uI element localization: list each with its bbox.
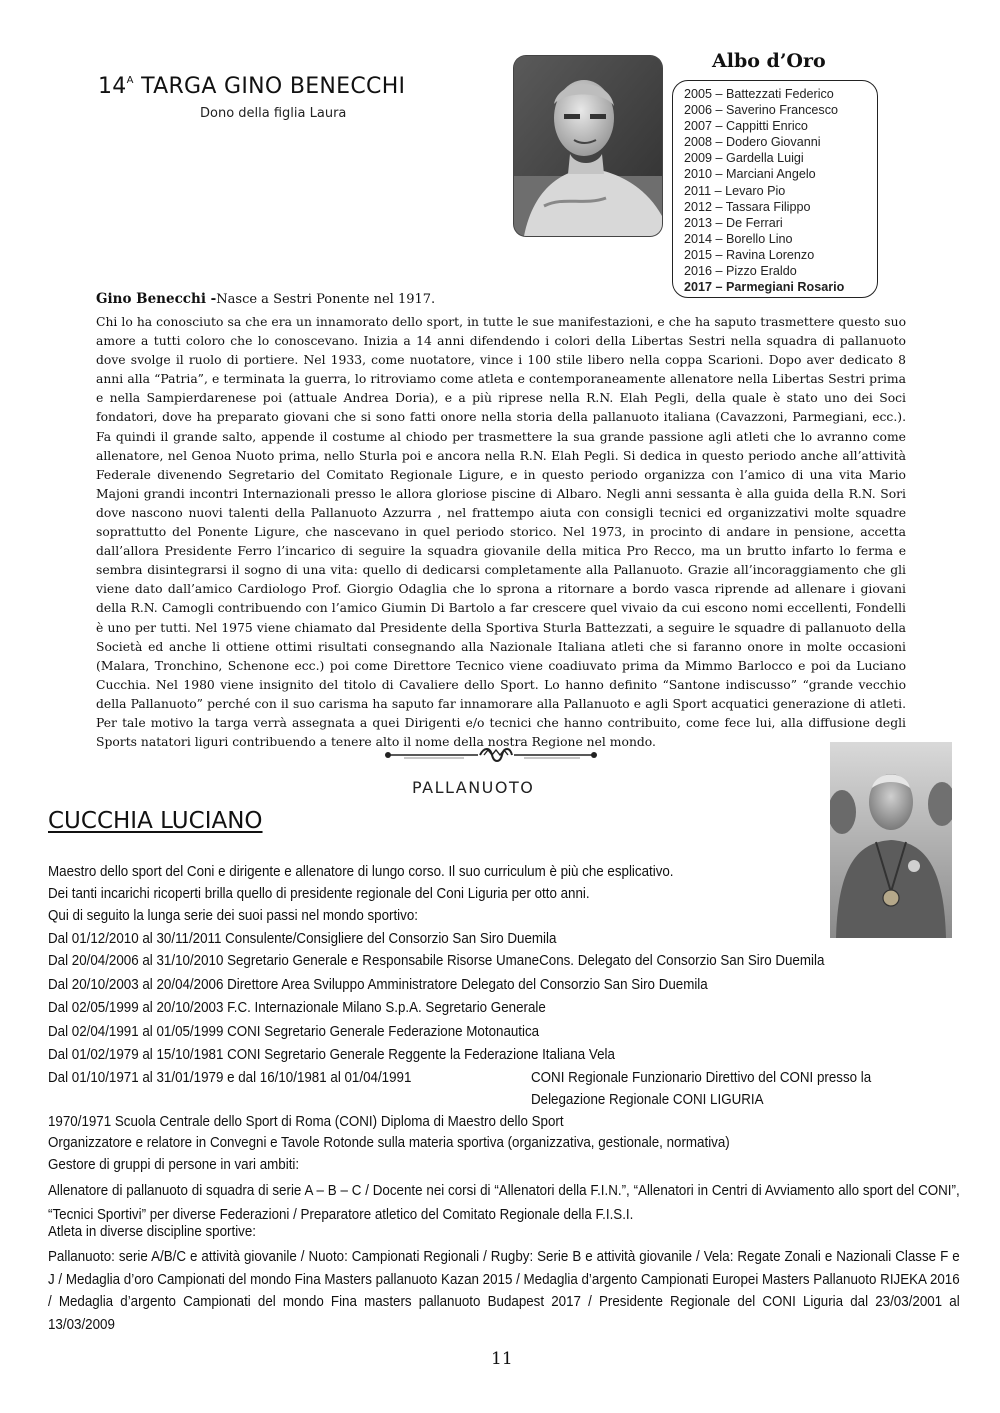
cv-line: Dal 02/04/1991 al 01/05/1999 CONI Segretario Generale Federazione Motonautica: [48, 1023, 540, 1040]
cv-line: Qui di seguito la lunga serie dei suoi passi nel mondo sportivo:: [48, 907, 418, 924]
portrait-photo-benecchi: [514, 56, 662, 236]
albo-entry: 2014 – Borello Lino: [684, 231, 793, 246]
article-lead-name: Gino Benecchi -: [96, 291, 217, 307]
article-body: Chi lo ha conosciuto sa che era un innamorato dello sport, in tutte le sue manifestazioni, e che ha saputo trasmettere questo suo amore a tutti coloro che lo conoscevano. Inizia a 14 anni difendendo i colori della Libertas Sestri nella squadra di pallanuoto dove svolge il ruolo di portiere. Nel 1933, come nuotatore, vince i 100 stile libero nella coppa Scarioni. Dopo aver dedicato 8 anni alla “Patria”, e terminata la guerra, lo ritroviamo come atleta e contemporaneamente allenatore nella Libertas Sestri prima e nella Sampierdarenese poi (attuale Andrea Doria), e a più riprese nella R.N. Elah Pegli, della quale è stato uno dei Soci fondatori, dove ha preparato giovani che si sono fatti onore nella storia della pallanuoto italiana (Cavazzoni, Parmegiani, ecc.). Fa quindi il grande salto, appende il costume al chiodo per trasmettere la sua grande passione agli atleti che lo avranno come allenatore, nel Genoa Nuoto prima, nello Sturla poi e ancora nella R.N. Elah Pegli. Si dedica in questo periodo anche all’attività Federale divenendo Segretario del Comitato Regionale Ligure, e in questo periodo organizza con l’amico di una vita Mario Majoni grandi incontri Internazionali presso le allora gloriose piscine di Albaro. Negli anni sessanta è alla guida della R.N. Sori dove nascono nuovi talenti della Pallanuoto Azzurra , nel frattempo aiuta con consigli tecnici ed organizzativi molte squadre soprattutto del Ponente Ligure, che nascevano in quel periodo storico. Nel 1973, in procinto di andare in pensione, accetta dall’allora Presidente Ferro l’incarico di seguire la squadra giovanile della mitica Pro Recco, ma un brutto infarto lo ferma e sembra disintegrarsi il sogno di una vita: quello di dedicarsi completamente alla Pallanuoto. Grazie all’incoraggiamento che gli viene dato dall’amico Cardiologo Prof. Giorgio Odaglia che lo sprona a ritornare a bordo vasca riprende ad allenare i giovani della R.N. Camogli contribuendo con l’amico Giumin Di Bartolo a far crescere quel vivaio da cui escono nomi eccellenti, Fondelli è uno per tutti. Nel 1975 viene chiamato dal Presidente della Sportiva Sturla Battezzati, a seguire le squadre di pallanuoto della Società ed anche li ottiene ottimi risultati consegnando alla Nazionale Italiana atleti che si faranno onore in molte occasioni (Malara, Tronchino, Schenone ecc.) poi come Direttore Tecnico viene coadiuvato prima da Mimmo Barlocco e poi da Luciano Cucchia. Nel 1980 viene insignito del titolo di Cavaliere dello Sport. Lo hanno definito “Santone indiscusso” “grande vecchio della Pallanuoto” perché con il suo carisma ha saputo far innamorare alla Pallanuoto e agli Sport acquatici generazione di atleti. Per tale motivo la targa verrà assegnata a quei Dirigenti e/o tecnici che hanno contribuito, come fece lui, alla diffusione degli Sports natatori liguri contribuendo a tenere alto il nome della nostra Regione nel mondo.: [96, 315, 906, 750]
page-number: 11: [491, 1349, 513, 1369]
albo-entry: 2010 – Marciani Angelo: [684, 167, 816, 182]
cv-line: 1970/1971 Scuola Centrale dello Sport di Roma (CONI) Diploma di Maestro dello Sport: [48, 1113, 564, 1130]
albo-entry: 2007 – Cappitti Enrico: [684, 119, 808, 134]
albo-doro-title: Albo d’Oro: [712, 50, 826, 72]
cv-line: Dal 20/04/2006 al 31/10/2010 Segretario Generale e Responsabile Risorse UmaneCons. Delegato del Consorzio San Siro Duemila: [48, 952, 825, 969]
albo-entry: 2009 – Gardella Luigi: [684, 151, 804, 166]
cv-line: Gestore di gruppi di persone in vari ambiti:: [48, 1156, 300, 1173]
cv-line-split-left: Dal 01/10/1971 al 31/01/1979 e dal 16/10/1981 al 01/04/1991: [48, 1069, 412, 1086]
article-lead-text: Nasce a Sestri Ponente nel 1917.: [216, 292, 436, 307]
title-text: TARGA GINO BENECCHI: [141, 74, 406, 99]
cv-line: Dei tanti incarichi ricoperti brilla quello di presidente regionale del Coni Liguria per otto anni.: [48, 885, 590, 902]
cv-line: Organizzatore e relatore in Convegni e Tavole Rotonde sulla materia sportiva (organizzativa, gestionale, normativa): [48, 1134, 730, 1151]
cv-line: Maestro dello sport del Coni e dirigente e allenatore di lungo corso. Il suo curriculum è più che esplicativo.: [48, 863, 674, 880]
page-subtitle: Dono della figlia Laura: [200, 106, 347, 121]
cv-line: Dal 20/10/2003 al 20/04/2006 Direttore Area Sviluppo Amministratore Delegato del Consorzio San Siro Duemila: [48, 976, 708, 993]
title-number: 14: [98, 74, 127, 99]
albo-entry: 2011 – Levaro Pio: [684, 183, 786, 198]
article-lead: [96, 291, 435, 307]
cv-line-split-right: Delegazione Regionale CONI LIGURIA: [531, 1091, 764, 1108]
albo-entry: 2012 – Tassara Filippo: [684, 199, 811, 214]
person-name-heading: CUCCHIA LUCIANO: [48, 808, 263, 834]
albo-entry: 2008 – Dodero Giovanni: [684, 135, 821, 150]
albo-doro-box: [672, 80, 878, 298]
cv-line: Atleta in diverse discipline sportive:: [48, 1223, 257, 1240]
albo-entry: 2016 – Pizzo Eraldo: [684, 264, 797, 279]
albo-entry: 2005 – Battezzati Federico: [684, 87, 834, 101]
cv-line: Dal 01/12/2010 al 30/11/2011 Consulente/Consigliere del Consorzio San Siro Duemila: [48, 930, 557, 947]
page-title: [98, 74, 405, 99]
albo-entry: 2013 – De Ferrari: [684, 215, 783, 230]
title-superscript: A: [126, 75, 134, 86]
cv-line-split-right: CONI Regionale Funzionario Direttivo del CONI presso la: [531, 1069, 872, 1086]
albo-entry-current: 2017 – Parmegiani Rosario: [684, 280, 845, 295]
cv-paragraph-athlete: Pallanuoto: serie A/B/C e attività giovanile / Nuoto: Campionati Regionali / Rugby: Serie B e attività giovanile / Vela: Regate Zonali e Nazionali Classe F e J / Medaglia d’oro Campionati del mondo Fina Masters pallanuoto Kazan 2015 / Medaglia d’argento Campionati Europei Masters Pallanuoto RIJEKA 2016 / Medaglia d’argento Campionati del mondo Fina masters pallanuoto Budapest 2017 / Presidente Regionale del CONI Liguria dal 23/03/2001 al 13/03/2009: [48, 1248, 960, 1333]
portrait-photo-cucchia: [830, 742, 952, 938]
albo-entry: 2015 – Ravina Lorenzo: [684, 247, 815, 262]
cv-paragraph: Allenatore di pallanuoto di squadra di serie A – B – C / Docente nei corsi di “Allenatori della F.I.N.”, “Allenatori in Centri di Avviamento allo sport del CONI”, “Tecnici Sportivi” per diverse Federazioni / Preparatore atletico del Comitato Regionale della F.I.S.I.: [48, 1182, 960, 1223]
cv-line: Dal 01/02/1979 al 15/10/1981 CONI Segretario Generale Reggente la Federazione Italiana Vela: [48, 1046, 615, 1063]
ornament-divider: [384, 744, 598, 766]
albo-entry: 2006 – Saverino Francesco: [684, 103, 839, 118]
cv-line: Dal 02/05/1999 al 20/10/2003 F.C. Internazionale Milano S.p.A. Segretario Generale: [48, 999, 546, 1016]
section-label: PALLANUOTO: [412, 778, 535, 797]
